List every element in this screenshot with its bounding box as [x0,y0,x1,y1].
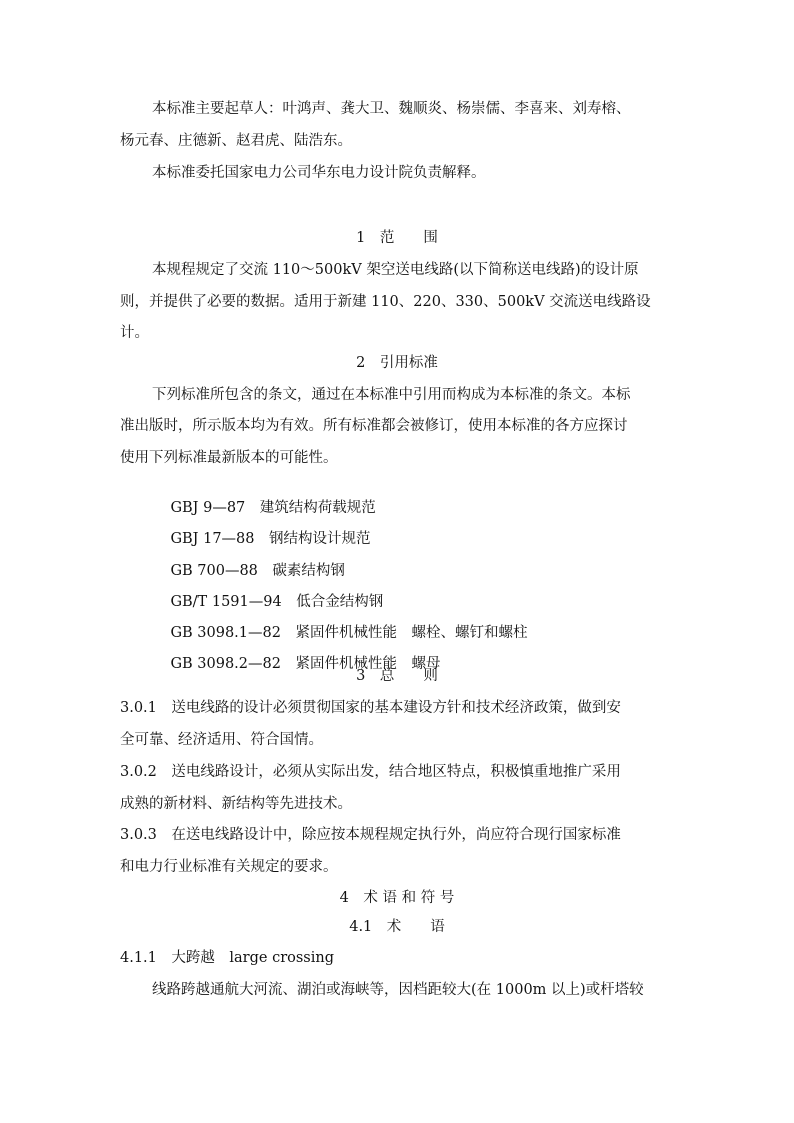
section-4-heading: 4 术 语 和 符 号 [339,890,455,906]
drafters-line-2: 杨元春、庄德新、赵君虎、陆浩东。 [120,133,352,149]
standard-code: GB 3098.2—82 [170,656,281,672]
section-4-1-heading: 4.1 术 语 [349,919,445,935]
section-1-paragraph-line: 本规程规定了交流 110～500kV 架空送电线路(以下简称送电线路)的设计原 [152,262,639,278]
standard-code: GB/T 1591—94 [170,594,282,610]
standard-name: 紧固件机械性能 螺栓、螺钉和螺柱 [295,625,528,641]
term-4-1-1-title: 4.1.1 大跨越 large crossing [120,950,335,966]
standard-code: GBJ 9—87 [170,500,246,516]
section-1-paragraph-line: 计。 [120,325,149,341]
standard-name: 低合金结构钢 [296,594,384,610]
section-1-paragraph-line: 则，并提供了必要的数据。适用于新建 110、220、330、500kV 交流送电线路设 [120,294,651,310]
drafters-line-1: 本标准主要起草人：叶鸿声、龚大卫、魏顺炎、杨崇儒、李喜来、刘寿榕、 [152,101,631,117]
section-2-heading: 2 引用标准 [356,355,438,371]
clause-3-0-3-line: 3.0.3 在送电线路设计中，除应按本规程规定执行外，尚应符合现行国家标准 [120,827,621,843]
standard-name: 碳素结构钢 [272,563,345,579]
standard-name: 建筑结构荷载规范 [259,500,376,516]
standard-code: GB 700—88 [170,563,258,579]
section-2-paragraph-line: 下列标准所包含的条文，通过在本标准中引用而构成为本标准的条文。本标 [152,387,631,403]
clause-3-0-1-line: 全可靠、经济适用、符合国情。 [120,732,323,748]
section-2-paragraph-line: 使用下列标准最新版本的可能性。 [120,450,338,466]
section-2-paragraph-line: 准出版时，所示版本均为有效。所有标准都会被修订，使用本标准的各方应探讨 [120,418,628,434]
clause-3-0-1-line: 3.0.1 送电线路的设计必须贯彻国家的基本建设方针和技术经济政策，做到安 [120,700,621,716]
section-1-heading: 1 范 围 [356,230,438,246]
standard-code: GB 3098.1—82 [170,625,281,641]
clause-3-0-2-line: 成熟的新材料、新结构等先进技术。 [120,796,352,812]
term-4-1-1-definition: 线路跨越通航大河流、湖泊或海峡等，因档距较大(在 1000m 以上)或杆塔较 [152,982,644,998]
standard-name: 钢结构设计规范 [269,531,371,547]
standard-code: GBJ 17—88 [170,531,255,547]
clause-3-0-2-line: 3.0.2 送电线路设计，必须从实际出发，结合地区特点，积极慎重地推广采用 [120,764,621,780]
clause-3-0-3-line: 和电力行业标准有关规定的要求。 [120,859,338,875]
section-3-heading: 3 总 则 [356,668,438,684]
standard-name: 紧固件机械性能 螺母 [295,656,441,672]
interpretation-statement: 本标准委托国家电力公司华东电力设计院负责解释。 [152,165,486,181]
